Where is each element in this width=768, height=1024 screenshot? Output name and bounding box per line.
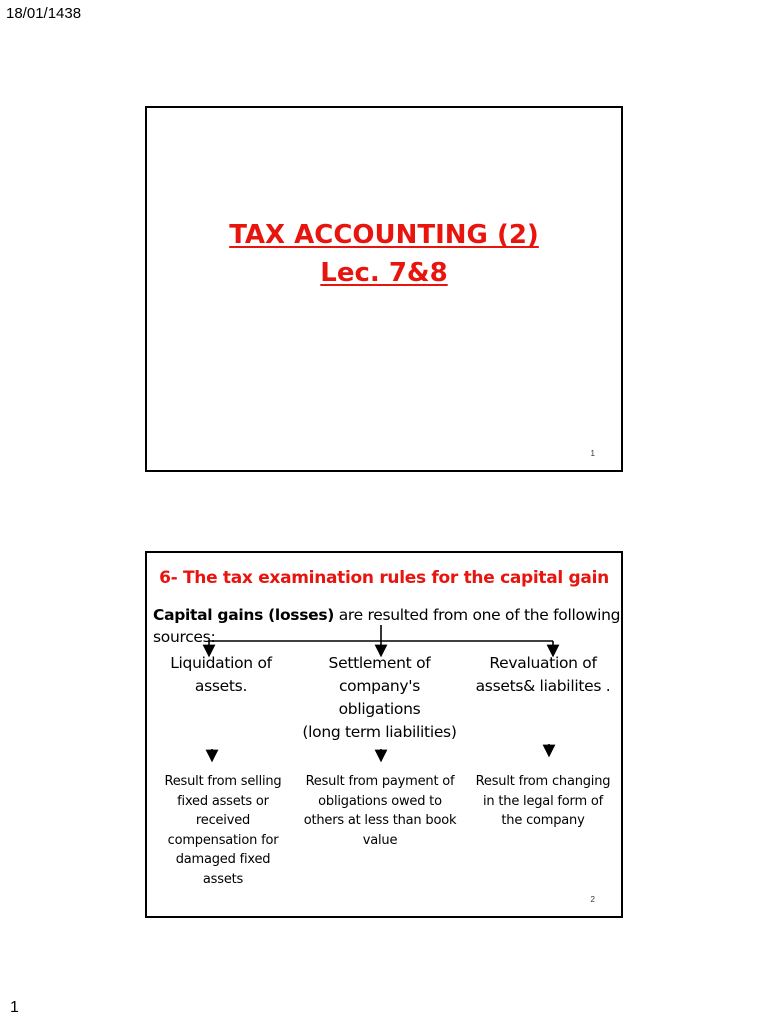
intro-rest: are resulted from one of the following sources: — [153, 606, 621, 646]
col-1-desc-line: received — [195, 813, 251, 828]
col-1-head-line: Liquidation of — [170, 654, 272, 672]
column-3-description — [466, 772, 620, 831]
slide-1 — [145, 106, 623, 472]
slide-2 — [145, 551, 623, 918]
col-1-head-line: assets. — [194, 677, 248, 695]
column-1-description — [155, 772, 291, 889]
intro-bold-term: Capital gains (losses) — [153, 606, 335, 624]
col-2-desc-line: others at less than book — [303, 813, 457, 828]
col-2-desc-line: obligations owed to — [318, 793, 442, 809]
column-2-heading — [292, 652, 467, 744]
col-2-head-line: company's — [338, 677, 421, 695]
slide-1-title — [147, 216, 621, 292]
col-1-desc-line: Result from selling — [164, 774, 282, 789]
col-1-desc-line: fixed assets or — [177, 793, 269, 809]
slide-2-number: 2 — [590, 895, 595, 904]
page-date: 18/01/1438 — [6, 5, 82, 22]
column-3-heading — [465, 652, 621, 698]
title-line-1: TAX ACCOUNTING (2) — [229, 220, 539, 250]
col-2-head-line: obligations — [338, 700, 421, 718]
slide-1-number: 1 — [590, 449, 595, 458]
col-1-desc-line: compensation for — [167, 832, 279, 848]
column-1-heading — [156, 652, 286, 698]
slide-2-heading: 6- The tax examination rules for the capital gain — [159, 568, 609, 588]
col-1-desc-line: assets — [202, 871, 244, 887]
col-3-head-line: assets& liabilites . — [475, 677, 611, 695]
col-2-desc-line: Result from payment of — [305, 774, 455, 789]
col-1-desc-line: damaged fixed — [175, 852, 271, 867]
col-2-head-line: Settlement of — [328, 654, 431, 672]
page-number: 1 — [10, 999, 19, 1016]
col-3-head-line: Revaluation of — [489, 654, 597, 672]
col-3-desc-line: the company — [501, 813, 585, 828]
col-2-head-line: (long term liabilities) — [302, 723, 457, 741]
column-2-description — [295, 772, 465, 850]
col-2-desc-line: value — [362, 832, 398, 848]
col-3-desc-line: in the legal form of — [483, 793, 603, 809]
title-line-2: Lec. 7&8 — [320, 258, 448, 288]
col-3-desc-line: Result from changing — [475, 774, 611, 789]
